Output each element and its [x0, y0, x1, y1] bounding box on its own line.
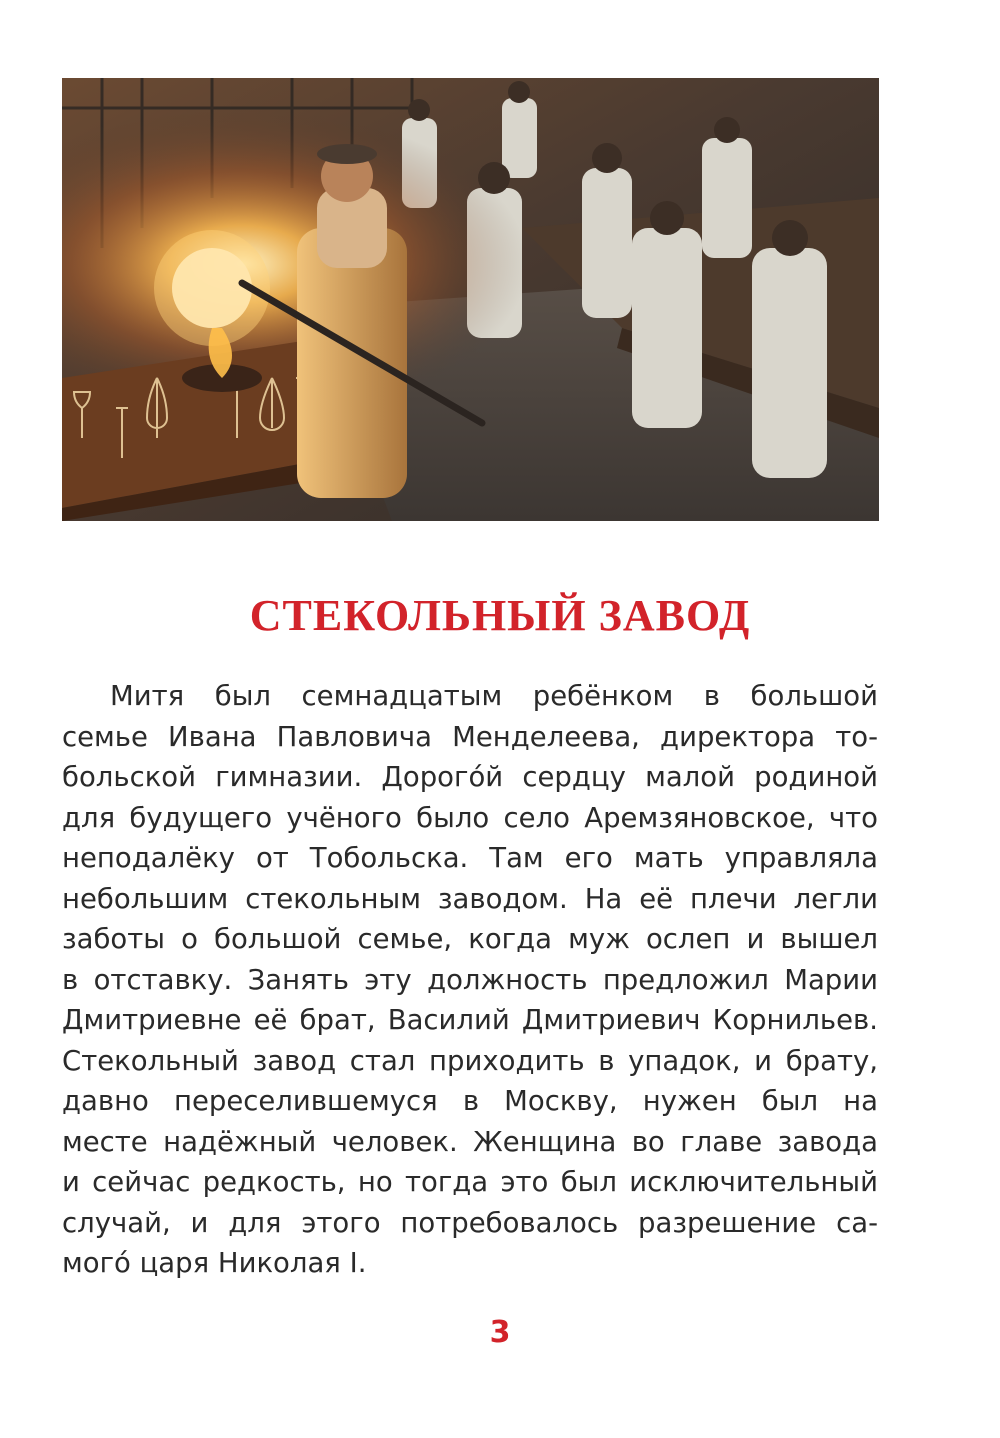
- paragraph-line: неподалёку от Тобольска. Там его мать управляла: [62, 842, 878, 874]
- paragraph-line: для будущего учёного было село Аремзяновское, что: [62, 801, 878, 834]
- paragraph-line: Дмитриевне её брат, Василий Дмитриевич Корнильев.: [62, 1004, 878, 1036]
- paragraph-line: Стекольный завод стал приходить в упадок, и брату,: [62, 1044, 878, 1077]
- paragraph-line: в отставку. Занять эту должность предложил Марии: [62, 963, 878, 996]
- paragraph-line: Митя был семнадцатым ребёнком в большой: [110, 680, 878, 712]
- paragraph-line: и сейчас редкость, но тогда это был исключительный: [62, 1166, 878, 1198]
- page-title: СТЕКОЛЬНЫЙ ЗАВОД: [249, 591, 751, 640]
- paragraph-line: семье Ивана Павловича Менделеева, директора то-: [62, 720, 878, 753]
- paragraph-line: заботы о большой семье, когда муж ослеп и вышел: [62, 923, 878, 955]
- paragraph-line: больской гимназии. Дорогóй сердцу малой родиной: [62, 761, 878, 793]
- page-number: 3: [489, 1315, 511, 1350]
- paragraph-line: давно переселившемуся в Москву, нужен был на: [62, 1085, 878, 1117]
- paragraph-line: месте надёжный человек. Женщина во главе завода: [62, 1125, 878, 1158]
- paragraph-line: небольшим стекольным заводом. На её плечи легли: [62, 882, 878, 915]
- paragraph-line: могó царя Николая I.: [62, 1247, 367, 1279]
- paragraph-line: случай, и для этого потребовалось разрешение са-: [62, 1206, 878, 1239]
- body-paragraph: [62, 676, 878, 1284]
- glassworks-illustration: [62, 78, 879, 521]
